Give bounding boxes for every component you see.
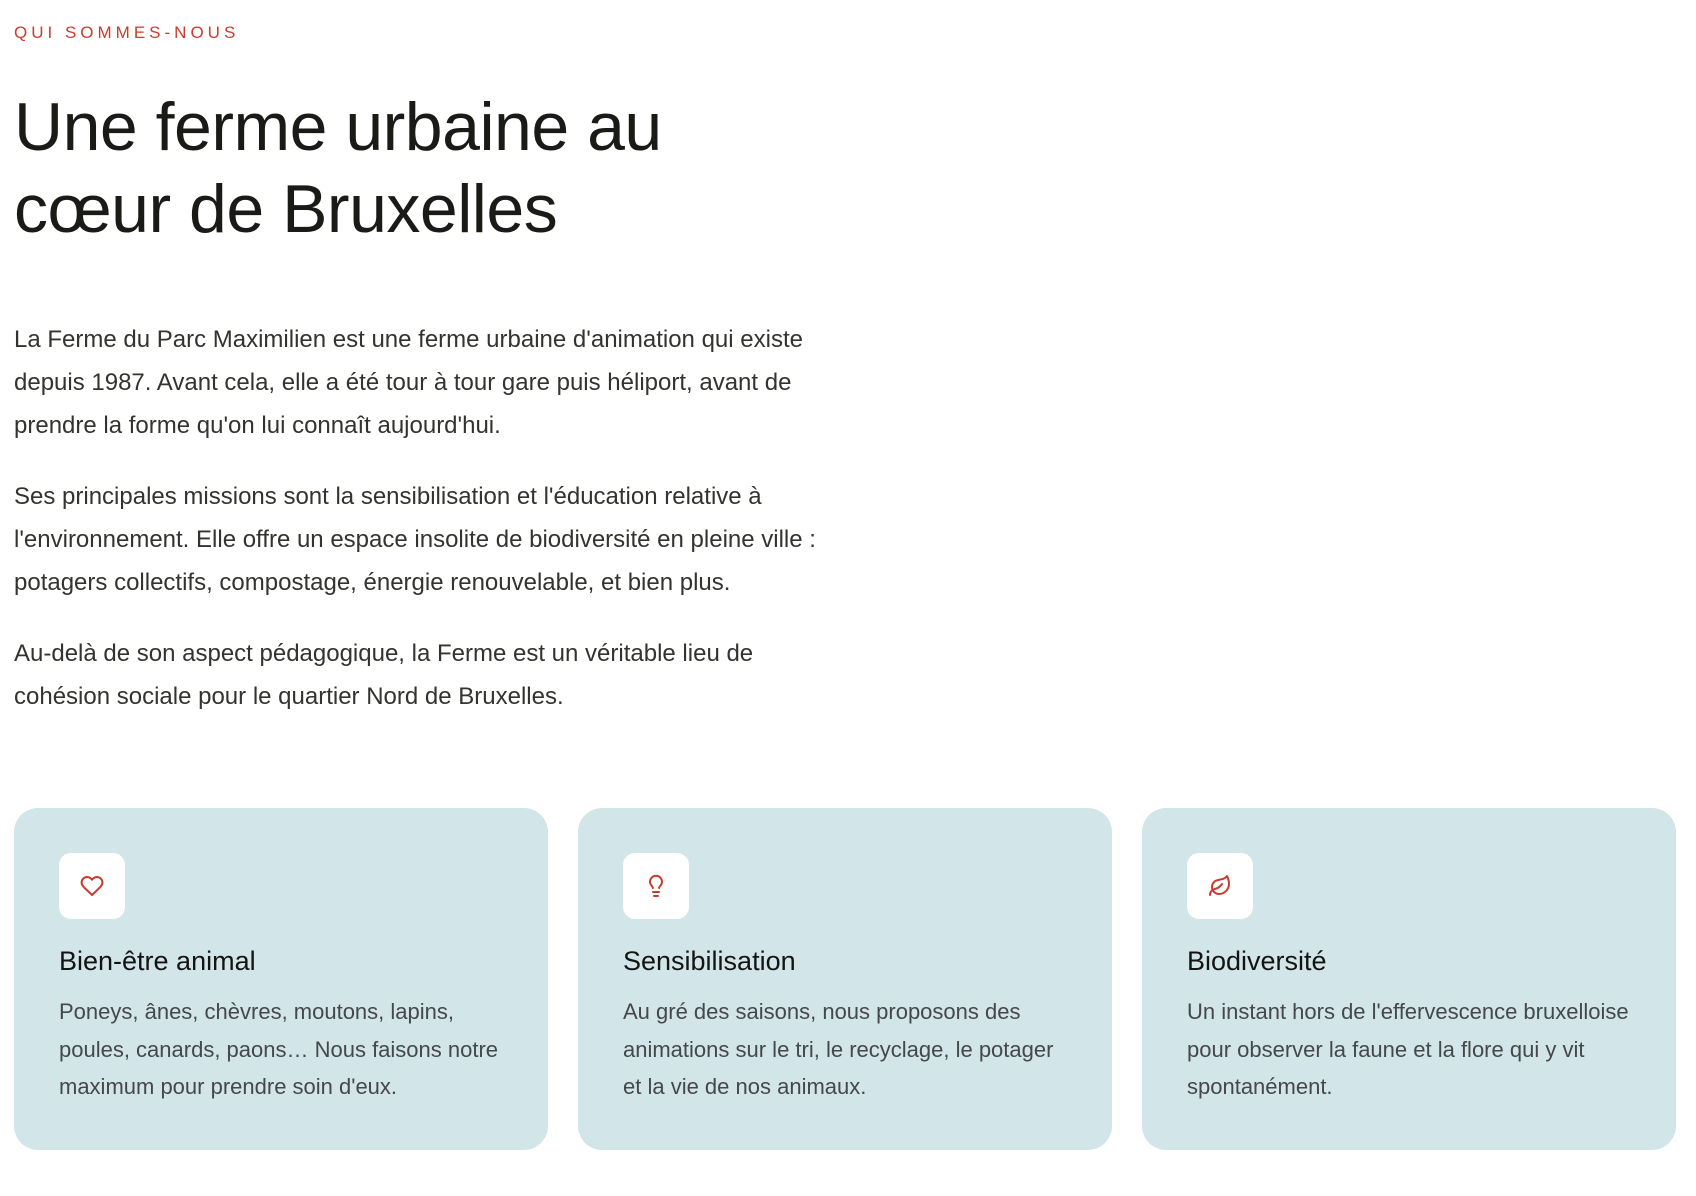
lightbulb-icon bbox=[623, 853, 689, 919]
paragraph-history: La Ferme du Parc Maximilien est une ferme urbaine d'animation qui existe depuis 1987. Avant cela, elle a été tour à tour gare puis héliport, avant de prendre la forme qu'on lui connaît aujourd'hui. bbox=[14, 326, 803, 439]
feature-cards bbox=[14, 808, 1676, 1150]
card-title: Biodiversité bbox=[1187, 946, 1327, 976]
card-awareness bbox=[578, 808, 1112, 1150]
card-text: Au gré des saisons, nous proposons des animations sur le tri, le recyclage, le potager et la vie de nos animaux. bbox=[623, 999, 1054, 1099]
card-text: Poneys, ânes, chèvres, moutons, lapins, poules, canards, paons… Nous faisons notre maximum pour prendre soin d'eux. bbox=[59, 999, 499, 1099]
card-animal-welfare bbox=[14, 808, 548, 1150]
leaf-icon bbox=[1187, 853, 1253, 919]
card-text: Un instant hors de l'effervescence bruxelloise pour observer la faune et la flore qui y vit spontanément. bbox=[1187, 999, 1629, 1099]
paragraph-missions: Ses principales missions sont la sensibilisation et l'éducation relative à l'environnement. Elle offre un espace insolite de biodiversité en pleine ville : potagers collectifs, compostage, énergie renouvelable, et bien plus. bbox=[14, 483, 816, 596]
section-body bbox=[14, 318, 844, 718]
heart-icon bbox=[59, 853, 125, 919]
section-eyebrow: QUI SOMMES-NOUS bbox=[14, 23, 240, 42]
card-title: Sensibilisation bbox=[623, 946, 796, 976]
section-title: Une ferme urbaine au cœur de Bruxelles bbox=[14, 89, 662, 247]
card-title: Bien-être animal bbox=[59, 946, 256, 976]
paragraph-social: Au-delà de son aspect pédagogique, la Ferme est un véritable lieu de cohésion sociale pour le quartier Nord de Bruxelles. bbox=[14, 640, 754, 710]
card-biodiversity bbox=[1142, 808, 1676, 1150]
